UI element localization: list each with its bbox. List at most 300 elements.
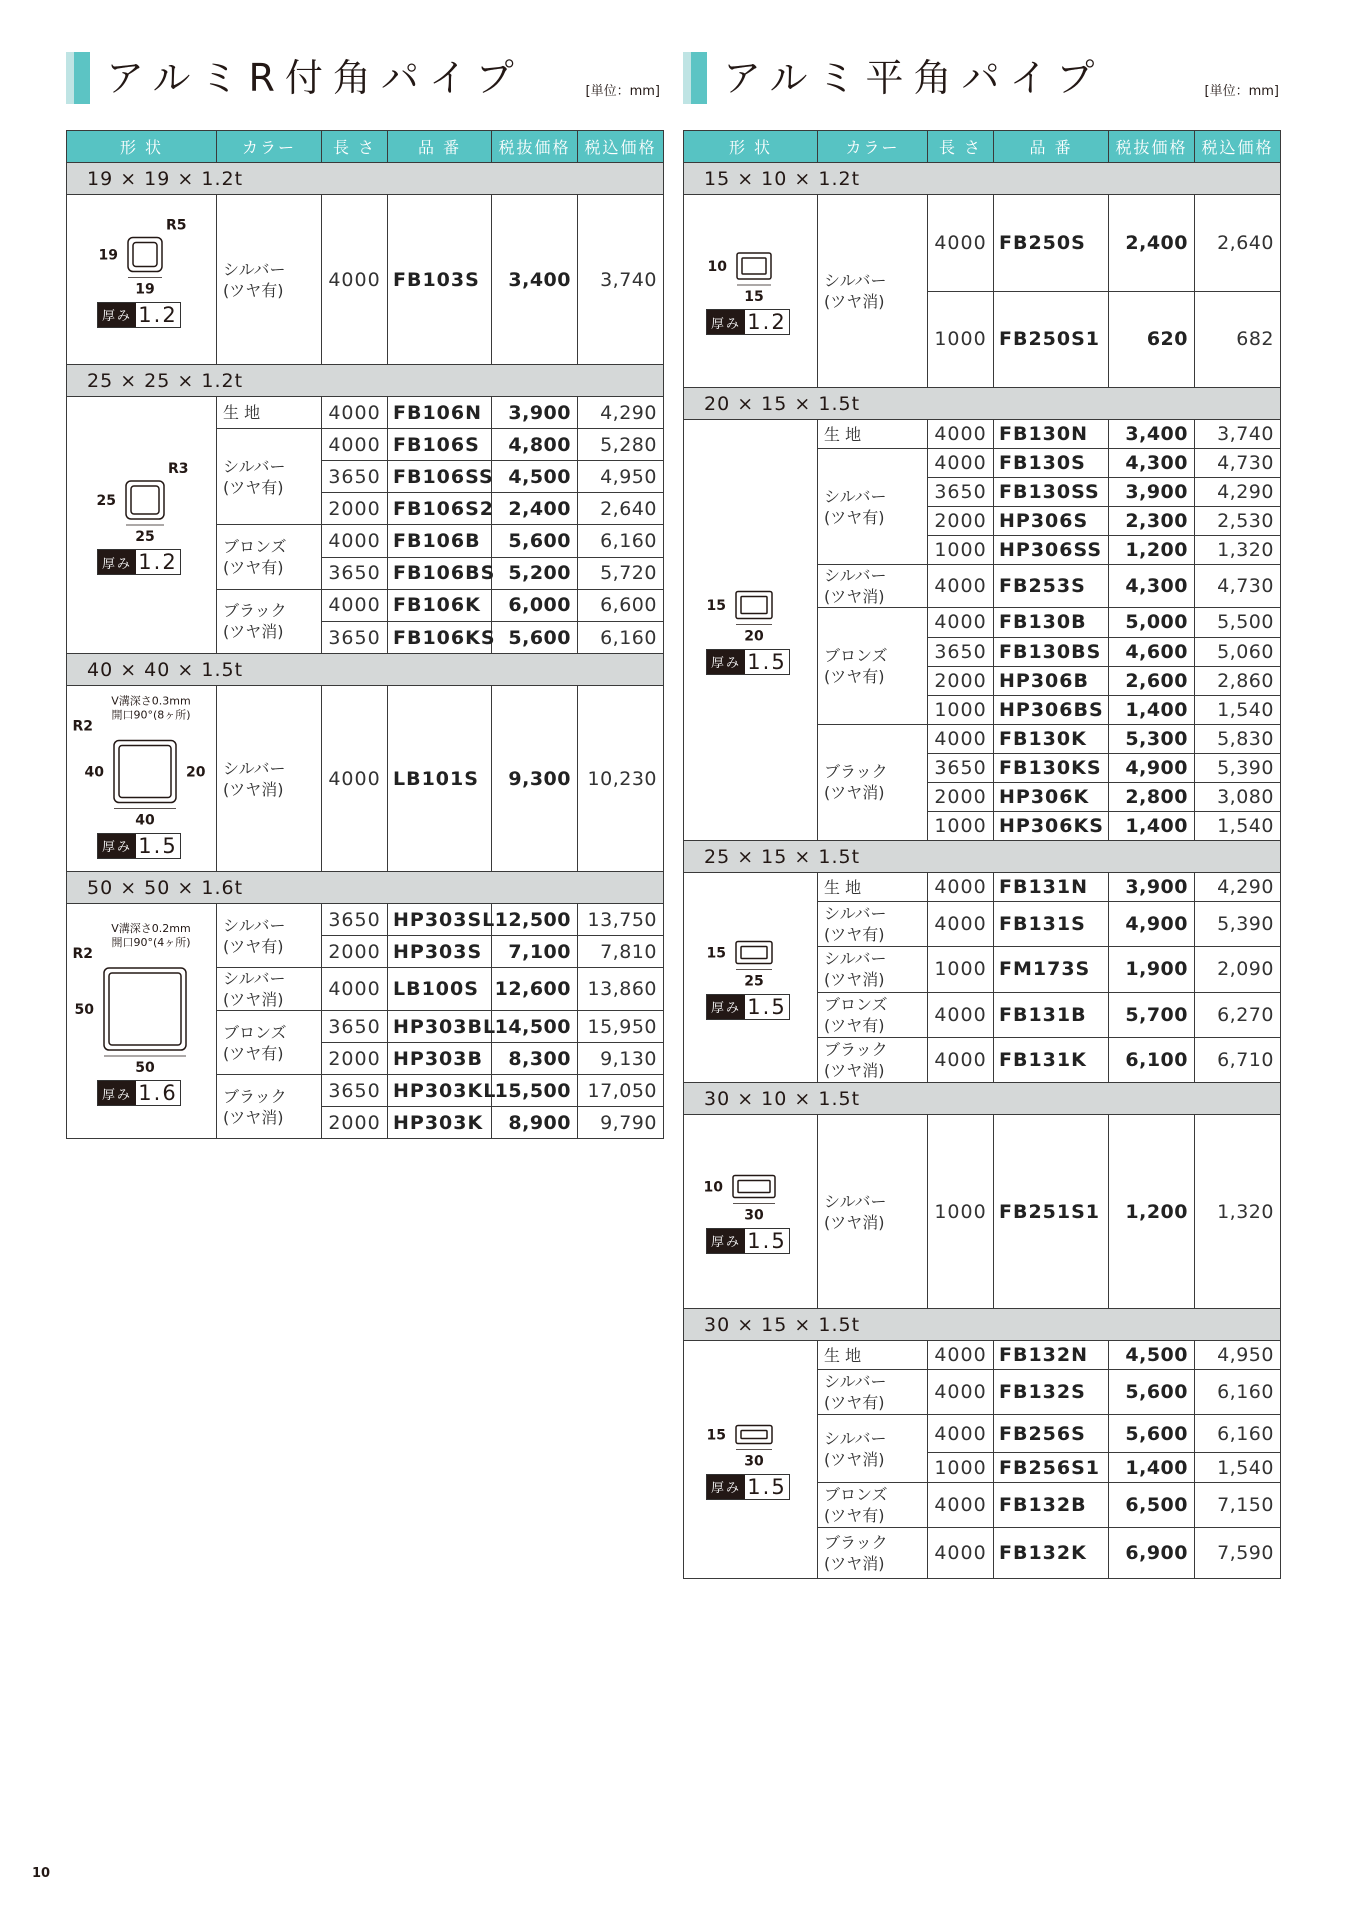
color-cell: シルバー (ツヤ消) [217,968,322,1011]
price-cell: 6,000 [492,589,578,621]
shape-diagram [67,195,215,364]
thickness-value: 1.2 [138,302,178,327]
price-cell: 5,200 [492,557,578,589]
price-cell: 4,900 [1109,902,1195,947]
right-unit: [単位：mm] [1204,84,1279,99]
product-code-cell: HP303KL [388,1075,492,1107]
height-dimension-label: 25 [96,493,116,509]
color-cell: ブロンズ (ツヤ有) [217,525,322,589]
price-cell: 3,900 [1109,873,1195,902]
table-row [684,195,1281,292]
width-dimension-label: 19 [135,281,155,298]
tax-price-cell: 7,150 [1195,1483,1281,1528]
length-cell: 2000 [322,1107,388,1139]
table-row [684,873,1281,902]
thickness-value: 1.5 [138,833,178,858]
shape-diagram [684,420,816,840]
tax-price-cell: 5,500 [1195,608,1281,637]
product-code-cell: FB130N [994,420,1109,449]
price-cell: 1,900 [1109,947,1195,992]
product-code-cell: HP303SL [388,904,492,936]
corner-radius-label: R2 [72,718,93,735]
width-dimension-label: 30 [744,1207,764,1224]
length-cell: 3650 [322,1011,388,1043]
shape-cell [684,195,818,388]
section-size-label: 25 × 15 × 1.5t [684,841,1281,873]
length-cell: 1000 [928,1453,994,1483]
tax-price-cell: 2,090 [1195,947,1281,992]
length-cell: 1000 [928,291,994,388]
tax-price-cell: 7,810 [578,936,664,968]
groove-note-opening: 開口90°(8ヶ所) [111,708,191,722]
product-code-cell: HP303S [388,936,492,968]
tax-price-cell: 6,710 [1195,1037,1281,1082]
section-size-label: 20 × 15 × 1.5t [684,388,1281,420]
section-row [67,365,664,397]
tax-price-cell: 5,060 [1195,637,1281,666]
price-cell: 3,400 [492,195,578,365]
color-cell: ブロンズ (ツヤ有) [818,1483,928,1528]
tax-price-cell: 3,740 [578,195,664,365]
price-cell: 5,600 [492,525,578,557]
product-code-cell: FB131K [994,1037,1109,1082]
length-cell: 4000 [928,873,994,902]
cross-section-svg [67,195,215,364]
product-code-cell: FB130K [994,724,1109,753]
tax-price-cell: 4,730 [1195,449,1281,478]
tax-price-cell: 3,740 [1195,420,1281,449]
product-code-cell: FB256S [994,1415,1109,1453]
section-size-label: 30 × 10 × 1.5t [684,1083,1281,1115]
shape-diagram [67,904,215,1128]
pipe-inner-outline [131,486,159,514]
thickness-label: 厚み [707,650,745,674]
color-cell: シルバー (ツヤ消) [818,947,928,992]
product-code-cell: HP306S [994,507,1109,536]
pipe-outer-outline [114,741,176,803]
product-code-cell: FB130S [994,449,1109,478]
pipe-inner-outline [741,597,767,614]
shape-cell [684,873,818,1083]
price-cell: 3,400 [1109,420,1195,449]
table-row [67,195,664,365]
section-row [684,163,1281,195]
length-cell: 2000 [322,493,388,525]
tax-price-cell: 4,730 [1195,565,1281,608]
pipe-inner-outline [741,947,767,959]
price-cell: 4,300 [1109,565,1195,608]
product-code-cell: FB250S1 [994,291,1109,388]
price-cell: 14,500 [492,1011,578,1043]
product-code-cell: FB250S [994,195,1109,292]
price-cell: 4,600 [1109,637,1195,666]
height-dimension-label: 19 [98,247,118,264]
section-row [67,654,664,686]
shape-cell [67,397,217,654]
price-cell: 2,400 [1109,195,1195,292]
product-code-cell: HP306B [994,666,1109,695]
length-cell: 2000 [928,666,994,695]
product-code-cell: FB131S [994,902,1109,947]
col-price-header: 税抜価格 [492,131,578,163]
shape-diagram [684,195,816,387]
length-cell: 4000 [928,608,994,637]
shape-cell [67,904,217,1139]
product-code-cell: FB132B [994,1483,1109,1528]
thickness-value: 1.5 [747,994,787,1019]
table-row [67,686,664,872]
thickness-badge [97,1080,181,1106]
product-code-cell: HP303BL [388,1011,492,1043]
height-dimension-label: 50 [74,1002,94,1018]
thickness-badge [97,833,181,859]
price-cell: 8,300 [492,1043,578,1075]
tax-price-cell: 6,600 [578,589,664,621]
price-cell: 15,500 [492,1075,578,1107]
tax-price-cell: 1,320 [1195,536,1281,565]
length-cell: 4000 [322,589,388,621]
price-cell: 4,500 [492,461,578,493]
tax-price-cell: 9,130 [578,1043,664,1075]
length-cell: 1000 [928,536,994,565]
length-cell: 2000 [322,936,388,968]
shape-diagram [684,1115,816,1308]
product-code-cell: FM173S [994,947,1109,992]
table-row [684,420,1281,449]
product-code-cell: FB106KS [388,622,492,654]
pipe-outer-outline [733,1176,775,1198]
price-cell: 4,500 [1109,1341,1195,1370]
product-code-cell: FB131B [994,992,1109,1037]
length-cell: 4000 [928,1528,994,1579]
cross-section-svg [684,1115,816,1308]
price-cell: 5,300 [1109,724,1195,753]
length-cell: 4000 [928,1037,994,1082]
col-tax-price-header: 税込価格 [578,131,664,163]
header-row [67,131,664,163]
thickness-badge [706,1228,790,1254]
heading-accent [66,52,90,104]
length-cell: 3650 [322,461,388,493]
corner-radius-label: R5 [166,217,187,234]
cross-section-svg [67,397,215,653]
color-cell: シルバー (ツヤ有) [818,1370,928,1415]
pipe-inner-outline [109,973,181,1045]
width-dimension-label: 40 [135,812,155,829]
product-code-cell: FB132S [994,1370,1109,1415]
color-cell: シルバー (ツヤ有) [818,449,928,565]
price-cell: 2,600 [1109,666,1195,695]
left-unit: [単位：mm] [585,84,660,99]
section-size-label: 50 × 50 × 1.6t [67,872,664,904]
product-code-cell: FB132N [994,1341,1109,1370]
shape-cell [684,1115,818,1309]
length-cell: 4000 [322,686,388,872]
length-cell: 2000 [928,507,994,536]
tax-price-cell: 10,230 [578,686,664,872]
tax-price-cell: 2,530 [1195,507,1281,536]
product-code-cell: FB103S [388,195,492,365]
length-cell: 4000 [928,449,994,478]
cross-section-svg [684,873,816,1082]
price-cell: 5,000 [1109,608,1195,637]
left-title: アルミR付角パイプ [106,56,524,100]
groove-dimension-label: 20 [186,764,206,781]
table-row [684,1115,1281,1309]
height-dimension-label: 10 [707,259,727,275]
tax-price-cell: 1,540 [1195,812,1281,841]
length-cell: 4000 [322,525,388,557]
shape-diagram [67,397,215,653]
height-dimension-label: 15 [706,598,726,614]
table-row [67,904,664,936]
price-cell: 1,200 [1109,536,1195,565]
price-cell: 5,600 [1109,1415,1195,1453]
price-cell: 12,600 [492,968,578,1011]
length-cell: 4000 [928,1341,994,1370]
product-code-cell: FB256S1 [994,1453,1109,1483]
price-cell: 7,100 [492,936,578,968]
length-cell: 4000 [322,429,388,461]
cross-section-svg [684,1341,816,1578]
length-cell: 2000 [928,783,994,812]
length-cell: 4000 [928,1370,994,1415]
price-cell: 6,100 [1109,1037,1195,1082]
product-code-cell: HP306BS [994,695,1109,724]
section-row [684,388,1281,420]
price-cell: 5,600 [492,622,578,654]
color-cell: 生 地 [217,397,322,429]
right-heading [683,52,1279,104]
tax-price-cell: 17,050 [578,1075,664,1107]
tax-price-cell: 5,390 [1195,902,1281,947]
tax-price-cell: 6,160 [1195,1370,1281,1415]
section-size-label: 40 × 40 × 1.5t [67,654,664,686]
length-cell: 4000 [928,565,994,608]
tax-price-cell: 7,590 [1195,1528,1281,1579]
color-cell: 生 地 [818,420,928,449]
col-color-header: カラー [818,131,928,163]
left-price-table [66,130,664,1139]
color-cell: シルバー (ツヤ消) [818,1415,928,1483]
tax-price-cell: 4,290 [1195,478,1281,507]
thickness-label: 厚み [707,310,745,334]
product-code-cell: FB130BS [994,637,1109,666]
tax-price-cell: 5,830 [1195,724,1281,753]
product-code-cell: FB130SS [994,478,1109,507]
shape-cell [684,1341,818,1579]
product-code-cell: FB130B [994,608,1109,637]
length-cell: 3650 [322,1075,388,1107]
product-code-cell: FB106S2 [388,493,492,525]
length-cell: 1000 [928,947,994,992]
product-code-cell: FB131N [994,873,1109,902]
product-code-cell: FB106SS [388,461,492,493]
tax-price-cell: 5,280 [578,429,664,461]
thickness-value: 1.6 [138,1081,178,1105]
col-length-header: 長 さ [322,131,388,163]
length-cell: 4000 [928,195,994,292]
thickness-badge [706,649,790,675]
price-cell: 9,300 [492,686,578,872]
tax-price-cell: 6,160 [1195,1415,1281,1453]
price-cell: 6,500 [1109,1483,1195,1528]
section-size-label: 30 × 15 × 1.5t [684,1309,1281,1341]
right-price-table [683,130,1281,1579]
thickness-value: 1.2 [138,550,178,574]
price-cell: 2,300 [1109,507,1195,536]
width-dimension-label: 25 [744,973,764,990]
groove-note-opening: 開口90°(4ヶ所) [111,936,191,949]
thickness-badge [706,994,790,1020]
length-cell: 1000 [928,1115,994,1309]
pipe-inner-outline [133,243,157,267]
tax-price-cell: 9,790 [578,1107,664,1139]
thickness-label: 厚み [98,303,136,327]
col-shape-header: 形 状 [67,131,217,163]
price-cell: 6,900 [1109,1528,1195,1579]
length-cell: 4000 [928,420,994,449]
length-cell: 3650 [322,904,388,936]
length-cell: 4000 [322,968,388,1011]
color-cell: ブロンズ (ツヤ有) [818,608,928,724]
height-dimension-label: 40 [84,764,104,781]
thickness-label: 厚み [707,1229,745,1253]
color-cell: ブロンズ (ツヤ有) [217,1011,322,1075]
price-cell: 1,400 [1109,695,1195,724]
pipe-inner-outline [741,1431,767,1439]
pipe-inner-outline [119,746,171,798]
length-cell: 4000 [928,1415,994,1453]
cross-section-svg [684,420,816,840]
product-code-cell: LB100S [388,968,492,1011]
color-cell: シルバー (ツヤ消) [818,565,928,608]
col-color-header: カラー [217,131,322,163]
tax-price-cell: 4,290 [1195,873,1281,902]
width-dimension-label: 25 [135,529,155,545]
color-cell: シルバー (ツヤ有) [217,429,322,525]
tax-price-cell: 5,720 [578,557,664,589]
thickness-label: 厚み [98,550,136,574]
heading-accent [683,52,707,104]
length-cell: 4000 [322,195,388,365]
left-heading [66,52,660,104]
color-cell: シルバー (ツヤ消) [217,686,322,872]
tax-price-cell: 6,270 [1195,992,1281,1037]
tax-price-cell: 1,320 [1195,1115,1281,1309]
length-cell: 4000 [928,724,994,753]
tax-price-cell: 1,540 [1195,1453,1281,1483]
price-cell: 620 [1109,291,1195,388]
tax-price-cell: 3,080 [1195,783,1281,812]
tax-price-cell: 2,640 [1195,195,1281,292]
shape-cell [67,195,217,365]
product-code-cell: FB253S [994,565,1109,608]
tax-price-cell: 6,160 [578,525,664,557]
color-cell: ブラック (ツヤ消) [818,724,928,840]
page-number: 10 [32,1866,51,1881]
height-dimension-label: 15 [706,1427,726,1444]
shape-cell [684,420,818,841]
thickness-badge [706,1474,790,1500]
color-cell: 生 地 [818,1341,928,1370]
color-cell: ブラック (ツヤ消) [217,589,322,653]
tax-price-cell: 2,640 [578,493,664,525]
groove-note-depth: V溝深さ0.2mm [111,922,191,935]
length-cell: 3650 [322,622,388,654]
table-row [67,397,664,429]
pipe-inner-outline [742,258,766,274]
thickness-value: 1.2 [747,310,787,334]
thickness-value: 1.5 [747,1228,787,1253]
shape-diagram [67,686,215,871]
color-cell: シルバー (ツヤ有) [217,195,322,365]
height-dimension-label: 10 [703,1179,723,1196]
thickness-badge [97,549,181,575]
section-row [684,1309,1281,1341]
cross-section-svg [684,195,816,387]
tax-price-cell: 2,860 [1195,666,1281,695]
product-code-cell: FB106N [388,397,492,429]
product-code-cell: FB106K [388,589,492,621]
shape-cell [67,686,217,872]
tax-price-cell: 4,950 [578,461,664,493]
thickness-badge [706,309,790,335]
height-dimension-label: 15 [706,945,726,962]
product-code-cell: HP303K [388,1107,492,1139]
product-code-cell: FB132K [994,1528,1109,1579]
length-cell: 2000 [322,1043,388,1075]
table-row [684,1341,1281,1370]
price-cell: 8,900 [492,1107,578,1139]
price-cell: 5,600 [1109,1370,1195,1415]
section-row [684,841,1281,873]
color-cell: シルバー (ツヤ消) [818,1115,928,1309]
product-code-cell: LB101S [388,686,492,872]
price-cell: 1,400 [1109,812,1195,841]
section-size-label: 15 × 10 × 1.2t [684,163,1281,195]
col-code-header: 品 番 [388,131,492,163]
tax-price-cell: 682 [1195,291,1281,388]
thickness-value: 1.5 [747,649,787,674]
color-cell: ブラック (ツヤ消) [818,1528,928,1579]
col-shape-header: 形 状 [684,131,818,163]
price-cell: 2,400 [492,493,578,525]
color-cell: ブラック (ツヤ消) [217,1075,322,1139]
corner-radius-label: R3 [168,461,189,477]
product-code-cell: HP306KS [994,812,1109,841]
pipe-outer-outline [104,968,186,1050]
thickness-value: 1.5 [747,1474,787,1499]
section-size-label: 19 × 19 × 1.2t [67,163,664,195]
product-code-cell: FB106B [388,525,492,557]
header-row [684,131,1281,163]
product-code-cell: HP303B [388,1043,492,1075]
groove-note-depth: V溝深さ0.3mm [111,694,191,708]
length-cell: 3650 [928,637,994,666]
product-code-cell: HP306SS [994,536,1109,565]
price-cell: 5,700 [1109,992,1195,1037]
price-cell: 1,200 [1109,1115,1195,1309]
length-cell: 4000 [928,1483,994,1528]
price-cell: 4,900 [1109,754,1195,783]
right-title: アルミ平角パイプ [723,56,1105,100]
tax-price-cell: 4,290 [578,397,664,429]
length-cell: 1000 [928,695,994,724]
shape-diagram [684,873,816,1082]
color-cell: 生 地 [818,873,928,902]
thickness-label: 厚み [707,995,745,1019]
